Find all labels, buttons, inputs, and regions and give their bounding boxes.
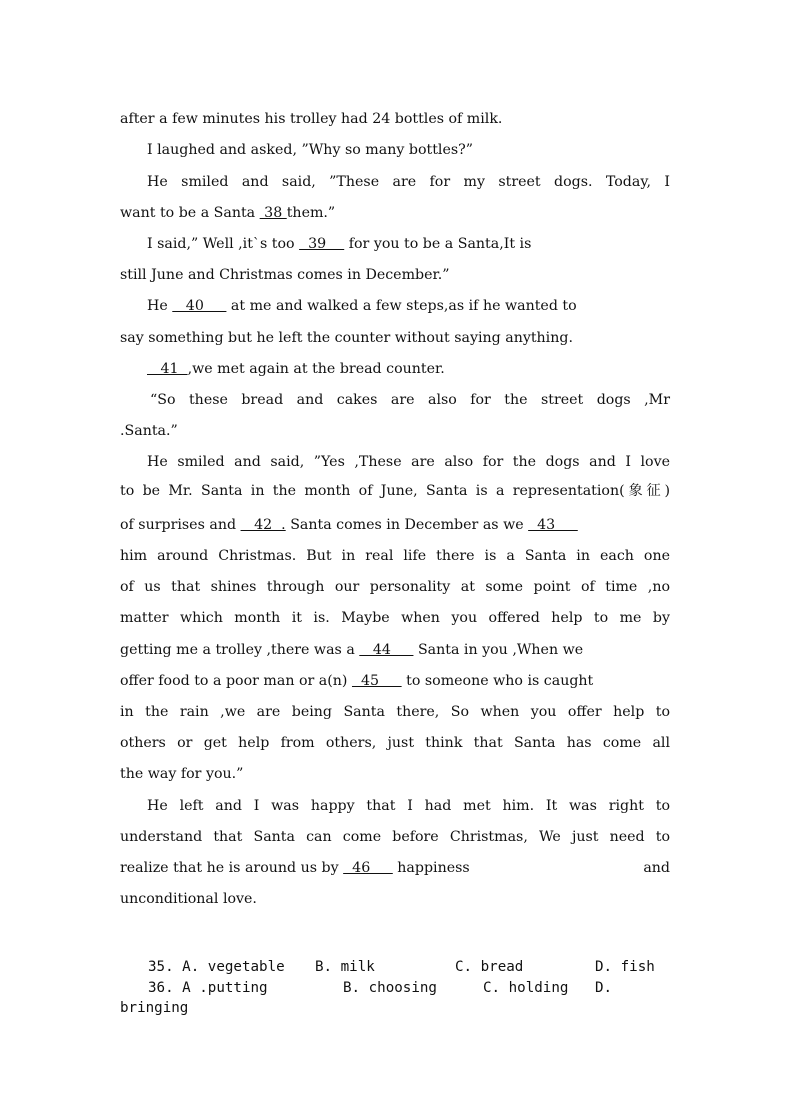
text-line: understand that Santa can come before Christmas, We just need to	[120, 829, 670, 845]
option-a: 36. A .putting	[148, 980, 268, 996]
text-line: 41 ,we met again at the bread counter.	[147, 361, 445, 377]
text-line: others or get help from others, just think that Santa has come all	[120, 735, 670, 751]
option-b: B. milk	[315, 959, 375, 975]
option-d-wrap: bringing	[120, 1000, 189, 1016]
blank-44: 44	[359, 642, 414, 658]
text-line: I laughed and asked, ”Why so many bottles?”	[147, 142, 473, 158]
blank-41: 41	[147, 361, 188, 377]
blank-46: 46	[343, 860, 393, 876]
text-line: him around Christmas. But in real life there is a Santa in each one	[120, 548, 670, 564]
text-line: of surprises and 42 . Santa comes in December as we 43	[120, 517, 578, 533]
blank-42: 42 .	[240, 517, 286, 533]
option-d: D.	[595, 980, 613, 996]
text-line: still June and Christmas comes in December.”	[120, 267, 450, 283]
text-line: .Santa.”	[120, 423, 178, 439]
text-line: He 40 at me and walked a few steps,as if he wanted to	[147, 298, 577, 314]
text-line: the way for you.”	[120, 766, 244, 782]
text-line: want to be a Santa 38 them.”	[120, 205, 336, 221]
option-c: C. bread	[455, 959, 524, 975]
text-line: in the rain ,we are being Santa there, So when you offer help to	[120, 704, 670, 720]
text-line: say something but he left the counter without saying anything.	[120, 330, 573, 346]
option-b: B. choosing	[343, 980, 437, 996]
blank-39: 39	[299, 236, 345, 252]
text-line: of us that shines through our personality at some point of time ,no	[120, 579, 670, 595]
blank-40: 40	[172, 298, 227, 314]
text-line: offer food to a poor man or a(n) 45 to someone who is caught	[120, 673, 594, 689]
text-line: He smiled and said, ”These are for my street dogs. Today, I	[147, 174, 670, 190]
text-line: after a few minutes his trolley had 24 bottles of milk.	[120, 111, 503, 127]
text-line: to be Mr. Santa in the month of June, Santa is a representation(象征)	[120, 483, 670, 499]
text-line: He smiled and said, ”Yes ,These are also for the dogs and I love	[147, 454, 670, 470]
blank-38: 38	[259, 205, 287, 221]
option-a: 35. A. vegetable	[148, 959, 285, 975]
blank-45: 45	[351, 673, 402, 689]
text-line: He left and I was happy that I had met him. It was right to	[147, 798, 670, 814]
option-c: C. holding	[483, 980, 569, 996]
blank-43: 43	[528, 517, 578, 533]
text-line: unconditional love.	[120, 891, 257, 907]
text-line: getting me a trolley ,there was a 44 Santa in you ,When we	[120, 642, 584, 658]
text-line: I said,” Well ,it`s too 39 for you to be a Santa,It is	[147, 236, 532, 252]
text-line: matter which month it is. Maybe when you offered help to me by	[120, 610, 670, 626]
option-d: D. fish	[595, 959, 655, 975]
text-line: realize that he is around us by 46 happiness and	[120, 860, 670, 876]
text-line: “So these bread and cakes are also for the street dogs ,Mr	[150, 392, 670, 408]
